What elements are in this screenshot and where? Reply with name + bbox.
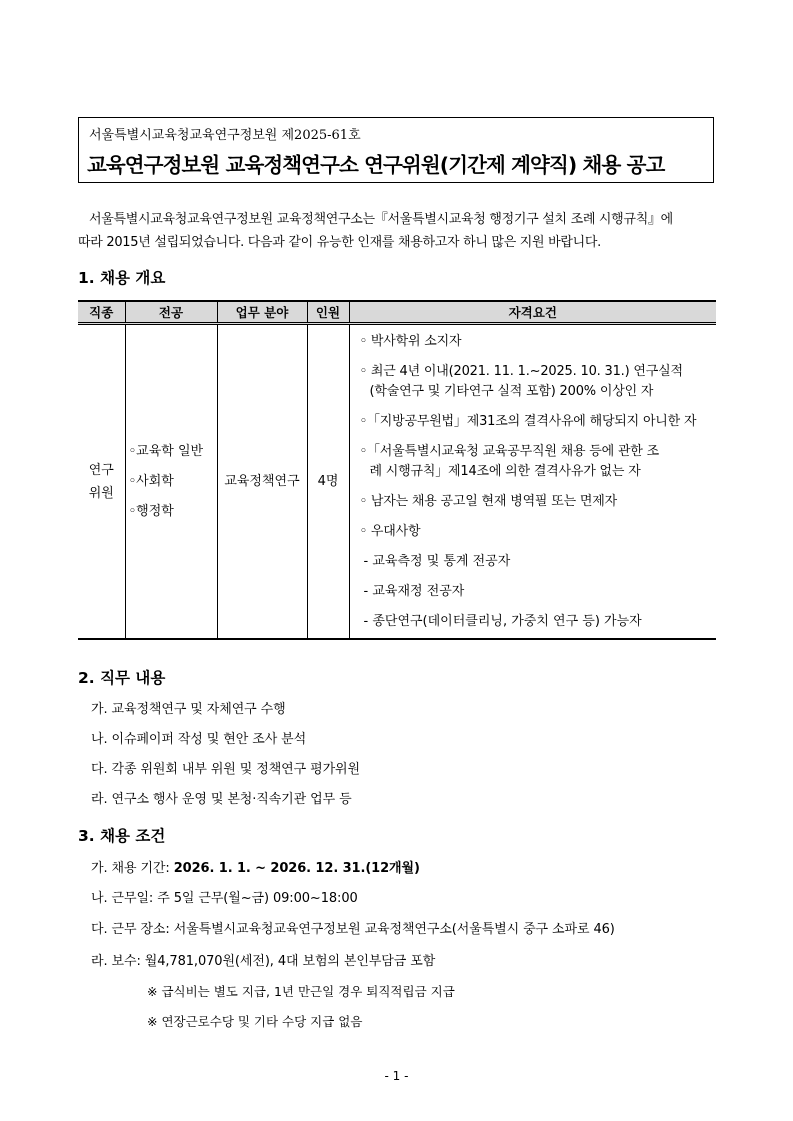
- condition-location: 다. 근무 장소: 서울특별시교육청교육연구정보원 교육정책연구소(서울특별시 중구 소파로 46): [91, 922, 615, 937]
- period-label: 가. 채용 기간:: [91, 861, 174, 876]
- announcement-title: 교육연구정보원 교육정책연구소 연구위원(기간제 계약직) 채용 공고: [87, 153, 665, 177]
- duty-item: 가. 교육정책연구 및 자체연구 수행: [91, 702, 286, 717]
- announcement-header-box: [78, 117, 714, 183]
- job-type-line: 연구: [88, 462, 114, 478]
- requirement-item: [360, 442, 715, 482]
- preference-item: - 교육재정 전공자: [363, 584, 465, 599]
- condition-hours: 나. 근무일: 주 5일 근무(월~금) 09:00~18:00: [91, 891, 358, 906]
- header-requirements: 자격요건: [349, 301, 716, 324]
- preference-item: - 종단연구(데이터클리닝, 가중치 연구 등) 가능자: [363, 614, 642, 629]
- pay-note: ※ 연장근로수당 및 기타 수당 지급 없음: [147, 1014, 363, 1029]
- section-2-heading: 2. 직무 내용: [78, 669, 166, 687]
- pay-note: ※ 급식비는 별도 지급, 1년 만근일 경우 퇴직적립금 지급: [147, 984, 455, 999]
- duty-item: 다. 각종 위원회 내부 위원 및 정책연구 평가위원: [91, 762, 360, 777]
- header-major: 전공: [125, 301, 217, 324]
- requirement-continuation: (학술연구 및 기타연구 실적 포함) 200% 이상인 자: [369, 384, 654, 399]
- table-row: [78, 324, 716, 640]
- header-field: 업무 분야: [217, 301, 307, 324]
- job-type-cell: [78, 324, 125, 640]
- preference-item: - 교육측정 및 통계 전공자: [363, 554, 511, 569]
- count-cell: 4명: [307, 324, 349, 640]
- section-3-heading: 3. 채용 조건: [78, 827, 166, 845]
- header-count: 인원: [307, 301, 349, 324]
- period-value: 2026. 1. 1. ~ 2026. 12. 31.(12개월): [173, 861, 420, 876]
- field-cell: 교육정책연구: [217, 324, 307, 640]
- condition-pay: 라. 보수: 월4,781,070원(세전), 4대 보험의 본인부담금 포함: [91, 954, 436, 969]
- major-item: ◦행정학: [128, 503, 174, 519]
- section-1-heading: 1. 채용 개요: [78, 269, 166, 287]
- major-item: ◦교육학 일반: [128, 443, 204, 459]
- job-type-line: 위원: [88, 485, 114, 501]
- intro-line-1: 서울특별시교육청교육연구정보원 교육정책연구소는『서울특별시교육청 행정기구 설치 조례 시행규칙』에: [89, 212, 673, 227]
- intro-line-2: 따라 2015년 설립되었습니다. 다음과 같이 유능한 인재를 채용하고자 하니 많은 지원 바랍니다.: [78, 235, 601, 250]
- requirement-text: ◦「서울특별시교육청 교육공무직원 채용 등에 관한 조: [359, 444, 659, 459]
- recruitment-overview-table: [78, 300, 716, 640]
- requirement-continuation: 례 시행규칙」제14조에 의한 결격사유가 없는 자: [369, 464, 641, 479]
- requirement-item: ◦「지방공무원법」제31조의 결격사유에 해당되지 아니한 자: [359, 414, 697, 429]
- intro-paragraph: [78, 208, 718, 254]
- header-job-type: 직종: [78, 301, 125, 324]
- duty-item: 나. 이슈페이퍼 작성 및 현안 조사 분석: [91, 732, 307, 747]
- document-number: 서울특별시교육청교육연구정보원 제2025-61호: [89, 128, 361, 143]
- page-number: - 1 -: [384, 1069, 409, 1083]
- requirement-item: ◦ 남자는 채용 공고일 현재 병역필 또는 면제자: [359, 494, 617, 509]
- requirements-cell: [349, 324, 716, 640]
- requirement-item: [360, 362, 715, 402]
- requirement-item: ◦ 박사학위 소지자: [359, 334, 462, 349]
- requirement-text: ◦ 최근 4년 이내(2021. 11. 1.~2025. 10. 31.) 연구실적: [359, 364, 683, 379]
- requirement-item: ◦ 우대사항: [359, 524, 421, 539]
- table-header-row: [78, 301, 716, 324]
- majors-cell: [125, 324, 217, 640]
- major-item: ◦사회학: [128, 473, 174, 489]
- condition-period: [91, 857, 420, 876]
- duty-item: 라. 연구소 행사 운영 및 본청·직속기관 업무 등: [91, 792, 352, 807]
